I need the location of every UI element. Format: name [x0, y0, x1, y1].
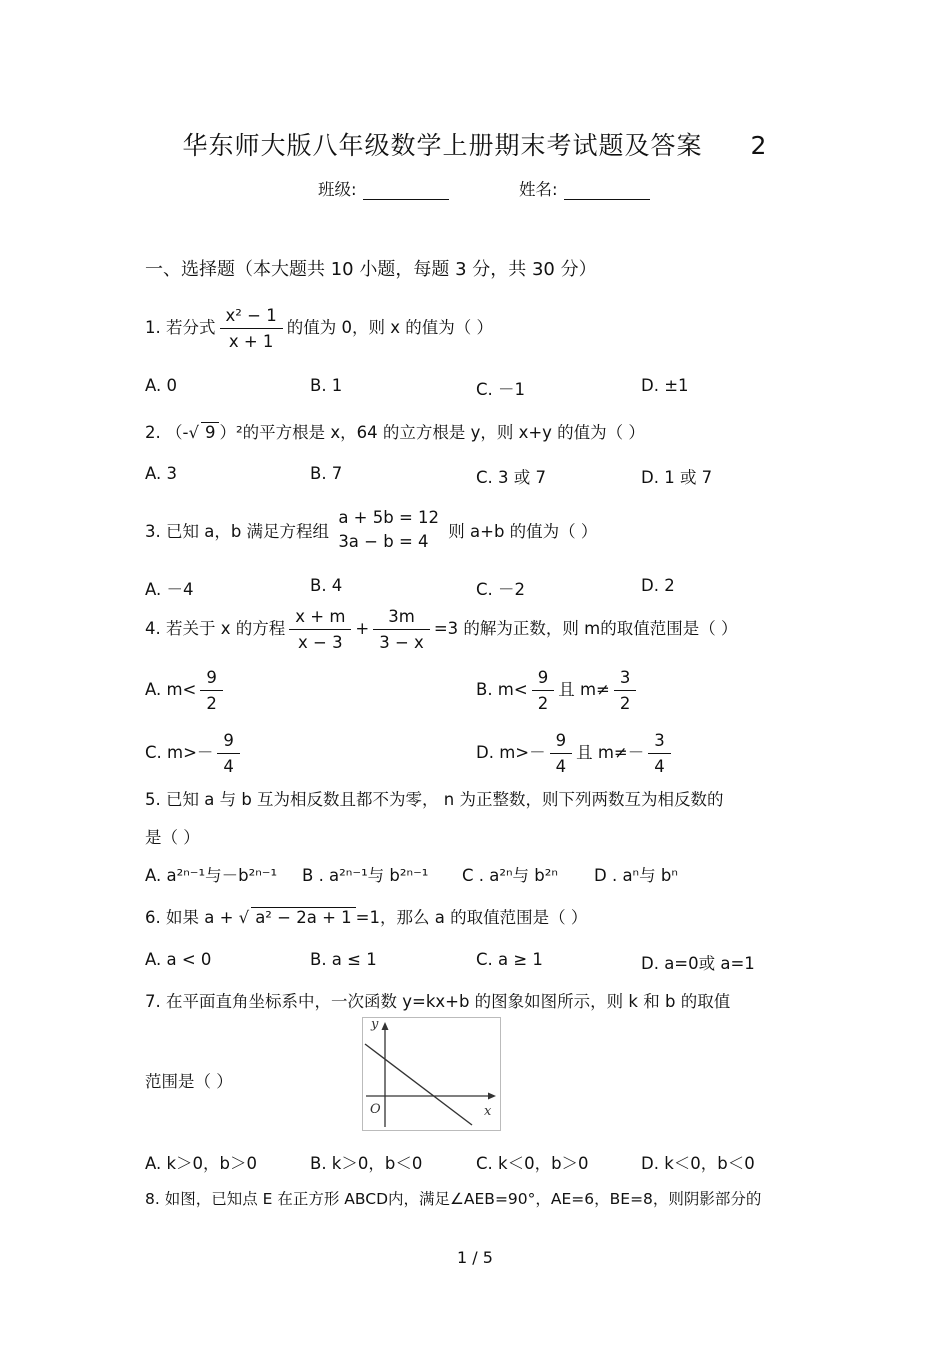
q4-c-num: 9: [217, 731, 240, 754]
q4-f1-denominator: x − 3: [298, 633, 343, 652]
q4-a-num: 9: [200, 668, 223, 691]
q7-x-label: x: [484, 1104, 492, 1119]
q4-d-text: D. m>－: [476, 743, 546, 762]
q4-d-den2: 4: [654, 757, 665, 776]
section-heading: 一、选择题（本大题共 10 小题，每题 3 分，共 30 分）: [145, 259, 597, 280]
q4-d-fraction: [550, 731, 573, 776]
q4-option-d: [476, 731, 675, 776]
q7-y-label: y: [371, 1017, 379, 1032]
q7-line-2: 范围是（ ）: [145, 1072, 233, 1091]
q4-d-fraction-2: [648, 731, 671, 776]
q2-radicand: 9: [201, 422, 220, 442]
q3-option-a: A. －4: [145, 580, 194, 599]
q7-option-d: D. k＜0，b＜0: [641, 1154, 755, 1173]
q6-suffix: =1，那么 a 的取值范围是（ ）: [355, 908, 588, 927]
q4-b-fraction-2: [614, 668, 637, 713]
q3-prefix: 3. 已知 a，b 满足方程组: [145, 522, 330, 541]
question-4: [145, 607, 737, 652]
q7-graph-frame: [363, 1018, 501, 1131]
q3-option-b: B. 4: [310, 576, 343, 595]
q3-equation-2: 3a − b = 4: [338, 532, 429, 551]
class-blank: [363, 185, 449, 200]
name-blank: [564, 185, 650, 200]
q4-suffix: =3 的解为正数，则 m的取值范围是（ ）: [433, 619, 738, 638]
q4-a-fraction: [200, 668, 223, 713]
q4-b-num2: 3: [614, 668, 637, 691]
q2-suffix: ）²的平方根是 x，64 的立方根是 y，则 x+y 的值为（ ）: [219, 423, 645, 442]
q8-line-1: 8. 如图，已知点 E 在正方形 ABCD内，满足∠AEB=90°，AE=6，BE=8，则阴影部分的: [145, 1190, 762, 1208]
q4-fraction-2: [373, 607, 430, 652]
q4-fraction-1: [289, 607, 351, 652]
q7-option-b: B. k＞0，b＜0: [310, 1154, 423, 1173]
q5-line-2: 是（ ）: [145, 828, 200, 847]
q7-graph: [362, 1017, 501, 1131]
q1-option-b: B. 1: [310, 376, 343, 395]
q5-option-c: C . a²ⁿ与 b²ⁿ: [462, 866, 558, 885]
q4-d-num: 9: [550, 731, 573, 754]
q4-b-den: 2: [537, 694, 549, 713]
q4-d-den: 4: [555, 757, 567, 776]
question-3: [145, 506, 597, 554]
page-title: [0, 126, 950, 162]
q1-suffix: 的值为 0，则 x 的值为（ ）: [286, 318, 493, 337]
page-number: 1 / 5: [457, 1248, 493, 1267]
q3-option-c: C. －2: [476, 580, 526, 599]
q5-option-a: A. a²ⁿ⁻¹与－b²ⁿ⁻¹: [145, 866, 278, 885]
q4-a-den: 2: [206, 694, 217, 713]
title-number: 2: [750, 131, 768, 160]
q4-option-b: [476, 668, 640, 713]
q4-b-fraction: [532, 668, 555, 713]
q3-option-d: D. 2: [641, 576, 675, 595]
q6-option-b: B. a ≤ 1: [310, 950, 377, 969]
class-label: 班级:: [318, 180, 357, 199]
q6-option-d: D. a=0或 a=1: [641, 954, 755, 973]
q4-operator: +: [355, 619, 370, 638]
q4-b-num: 9: [532, 668, 555, 691]
name-field: [519, 176, 650, 200]
name-label: 姓名:: [519, 180, 558, 199]
q4-f2-numerator: 3m: [373, 607, 430, 630]
q1-option-a: A. 0: [145, 376, 177, 395]
q6-prefix: 6. 如果 a +: [145, 908, 234, 927]
q5-option-d: D . aⁿ与 bⁿ: [594, 866, 678, 885]
q2-option-a: A. 3: [145, 464, 177, 483]
q5-option-b: B . a²ⁿ⁻¹与 b²ⁿ⁻¹: [302, 866, 429, 885]
q2-option-b: B. 7: [310, 464, 343, 483]
q2-prefix: 2. （-: [145, 423, 189, 442]
q4-f2-denominator: 3 − x: [379, 633, 424, 652]
q4-b-mid: 且 m≠: [558, 680, 610, 699]
q4-prefix: 4. 若关于 x 的方程: [145, 619, 286, 638]
q2-option-d: D. 1 或 7: [641, 468, 713, 487]
q5-line-1: 5. 已知 a 与 b 互为相反数且都不为零， n 为正整数，则下列两数互为相反数的: [145, 790, 724, 809]
q7-line-1: 7. 在平面直角坐标系中，一次函数 y=kx+b 的图象如图所示，则 k 和 b 的取值: [145, 992, 731, 1011]
question-2: 2. （-√ 9 ）²的平方根是 x，64 的立方根是 y，则 x+y 的值为（ ）: [145, 423, 645, 442]
q7-origin-label: O: [370, 1102, 381, 1117]
q4-option-c: [145, 731, 244, 776]
q6-radicand: a² − 2a + 1: [251, 907, 355, 927]
q1-numerator: x² − 1: [220, 306, 283, 329]
q4-option-a: [145, 668, 227, 713]
q3-system: [338, 506, 439, 554]
title-text: 华东师大版八年级数学上册期末考试题及答案: [182, 131, 703, 160]
q1-option-c: C. －1: [476, 380, 526, 399]
q4-c-fraction: [217, 731, 240, 776]
q1-option-d: D. ±1: [641, 376, 689, 395]
q6-option-a: A. a < 0: [145, 950, 212, 969]
class-field: [318, 176, 449, 200]
question-6: 6. 如果 a + √ a² − 2a + 1 =1，那么 a 的取值范围是（ ）: [145, 908, 588, 927]
q4-d-mid: 且 m≠－: [576, 743, 645, 762]
q4-a-text: A. m<: [145, 680, 197, 699]
q3-equation-1: a + 5b = 12: [338, 508, 440, 527]
q6-option-c: C. a ≥ 1: [476, 950, 543, 969]
q3-suffix: 则 a+b 的值为（ ）: [448, 522, 598, 541]
q7-option-c: C. k＜0，b＞0: [476, 1154, 589, 1173]
q7-option-a: A. k＞0，b＞0: [145, 1154, 258, 1173]
q4-b-text: B. m<: [476, 680, 528, 699]
q4-d-num2: 3: [648, 731, 671, 754]
q4-f1-numerator: x + m: [289, 607, 351, 630]
q1-fraction: [220, 306, 283, 351]
q4-b-den2: 2: [619, 694, 631, 713]
q4-c-text: C. m>－: [145, 743, 214, 762]
question-1: [145, 306, 493, 351]
q4-c-den: 4: [223, 757, 234, 776]
q1-denominator: x + 1: [228, 332, 274, 351]
q2-option-c: C. 3 或 7: [476, 468, 546, 487]
q1-prefix: 1. 若分式: [145, 318, 216, 337]
